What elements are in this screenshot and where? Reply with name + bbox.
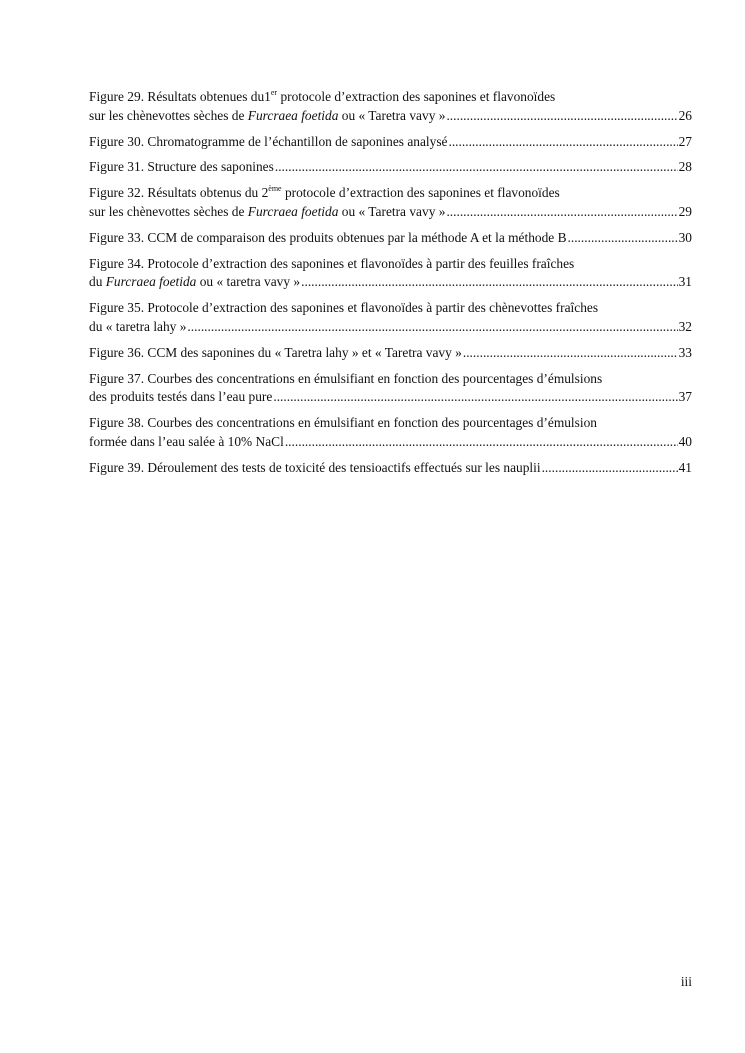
toc-entry-figure-34 (89, 255, 692, 293)
dot-leader (301, 273, 677, 292)
toc-entry-title-line: Figure 35. Protocole d’extraction des saponines et flavonoïdes à partir des chènevottes fraîches (89, 300, 599, 316)
page-number-ref: 26 (678, 107, 692, 123)
title-text: du « taretra lahy » (89, 318, 187, 334)
page-number-ref: 30 (678, 229, 692, 245)
title-text-part: sur les chènevottes sèches de (89, 107, 248, 123)
toc-entry-figure-30 (89, 133, 692, 152)
title-text: Figure 39. Déroulement des tests de toxicité des tensioactifs effectués sur les nauplii (89, 459, 541, 475)
title-text: des produits testés dans l’eau pure (89, 389, 273, 405)
toc-entry-leader-line (89, 273, 692, 292)
toc-entry-figure-31 (89, 158, 692, 177)
page-number-ref: 37 (678, 389, 692, 405)
title-text-part: ou « Taretra vavy » (338, 107, 446, 123)
ordinal-superscript: ème (268, 184, 282, 194)
dot-leader (542, 459, 678, 478)
title-text: Figure 32. Résultats obtenus du 2 (89, 185, 269, 201)
toc-entry-leader-line (89, 107, 692, 126)
toc-entry-leader-line (89, 203, 692, 222)
toc-entry-title-line (89, 88, 692, 107)
title-text: Figure 36. CCM des saponines du « Taretra lahy » et « Taretra vavy » (89, 344, 462, 360)
dot-leader (285, 433, 678, 452)
title-text-part: ou « taretra vavy » (196, 274, 301, 290)
species-name: Furcraea foetida (105, 274, 197, 290)
toc-entry-figure-37 (89, 370, 692, 408)
page-number-ref: 40 (678, 433, 692, 449)
title-text (89, 273, 300, 292)
species-name: Furcraea foetida (247, 107, 339, 123)
list-of-figures (89, 88, 692, 485)
dot-leader (568, 229, 678, 248)
toc-entry-leader-line (89, 229, 692, 248)
toc-entry-figure-33 (89, 229, 692, 248)
toc-entry-title-line: Figure 37. Courbes des concentrations en émulsifiant en fonction des pourcentages d’émulsions (89, 370, 603, 386)
toc-entry-leader-line (89, 433, 692, 452)
title-text: Figure 30. Chromatogramme de l’échantillon de saponines analysé (89, 133, 448, 149)
page-number-ref: 29 (678, 203, 692, 219)
toc-entry-leader-line (89, 133, 692, 152)
page-number-ref: 33 (678, 344, 692, 360)
dot-leader (275, 158, 678, 177)
ordinal-superscript: er (270, 88, 278, 97)
page-number-ref: 31 (678, 274, 692, 290)
title-text: Figure 31. Structure des saponines (89, 159, 274, 175)
page-number: iii (680, 974, 692, 989)
toc-entry-leader-line (89, 344, 692, 363)
toc-entry-figure-35 (89, 299, 692, 337)
toc-entry-figure-32 (89, 184, 692, 222)
toc-entry-title-line: Figure 38. Courbes des concentrations en émulsifiant en fonction des pourcentages d’émulsion (89, 415, 597, 431)
toc-entry-leader-line (89, 388, 692, 407)
page-number-ref: 32 (678, 318, 692, 334)
title-text-part: du (89, 274, 106, 290)
title-text-part: ou « Taretra vavy » (338, 203, 446, 219)
dot-leader (446, 203, 677, 222)
toc-entry-figure-38 (89, 414, 692, 452)
title-text: formée dans l’eau salée à 10% NaCl (89, 433, 284, 449)
toc-entry-figure-36 (89, 344, 692, 363)
toc-entry-leader-line (89, 318, 692, 337)
page-number-ref: 28 (678, 159, 692, 175)
toc-entry-title-line (89, 184, 692, 203)
dot-leader (448, 133, 677, 152)
title-text (89, 107, 445, 126)
page-number-ref: 41 (678, 459, 692, 475)
dot-leader (463, 344, 678, 363)
title-text: Figure 33. CCM de comparaison des produits obtenues par la méthode A et la méthode B (89, 229, 567, 245)
toc-entry-leader-line (89, 459, 692, 478)
dot-leader (446, 107, 677, 126)
dot-leader (273, 388, 677, 407)
title-text: protocole d’extraction des saponines et flavonoïdes (281, 185, 560, 201)
toc-entry-leader-line (89, 158, 692, 177)
species-name: Furcraea foetida (247, 203, 339, 219)
title-text (89, 203, 445, 222)
toc-entry-title-line: Figure 34. Protocole d’extraction des saponines et flavonoïdes à partir des feuilles fraîches (89, 255, 575, 271)
dot-leader (187, 318, 677, 337)
page-number-ref: 27 (678, 133, 692, 149)
title-text: Figure 29. Résultats obtenues du1 (89, 89, 271, 104)
title-text-part: sur les chènevottes sèches de (89, 203, 248, 219)
toc-entry-figure-39 (89, 459, 692, 478)
toc-entry-figure-29 (89, 88, 692, 126)
title-text: protocole d’extraction des saponines et flavonoïdes (277, 89, 556, 104)
